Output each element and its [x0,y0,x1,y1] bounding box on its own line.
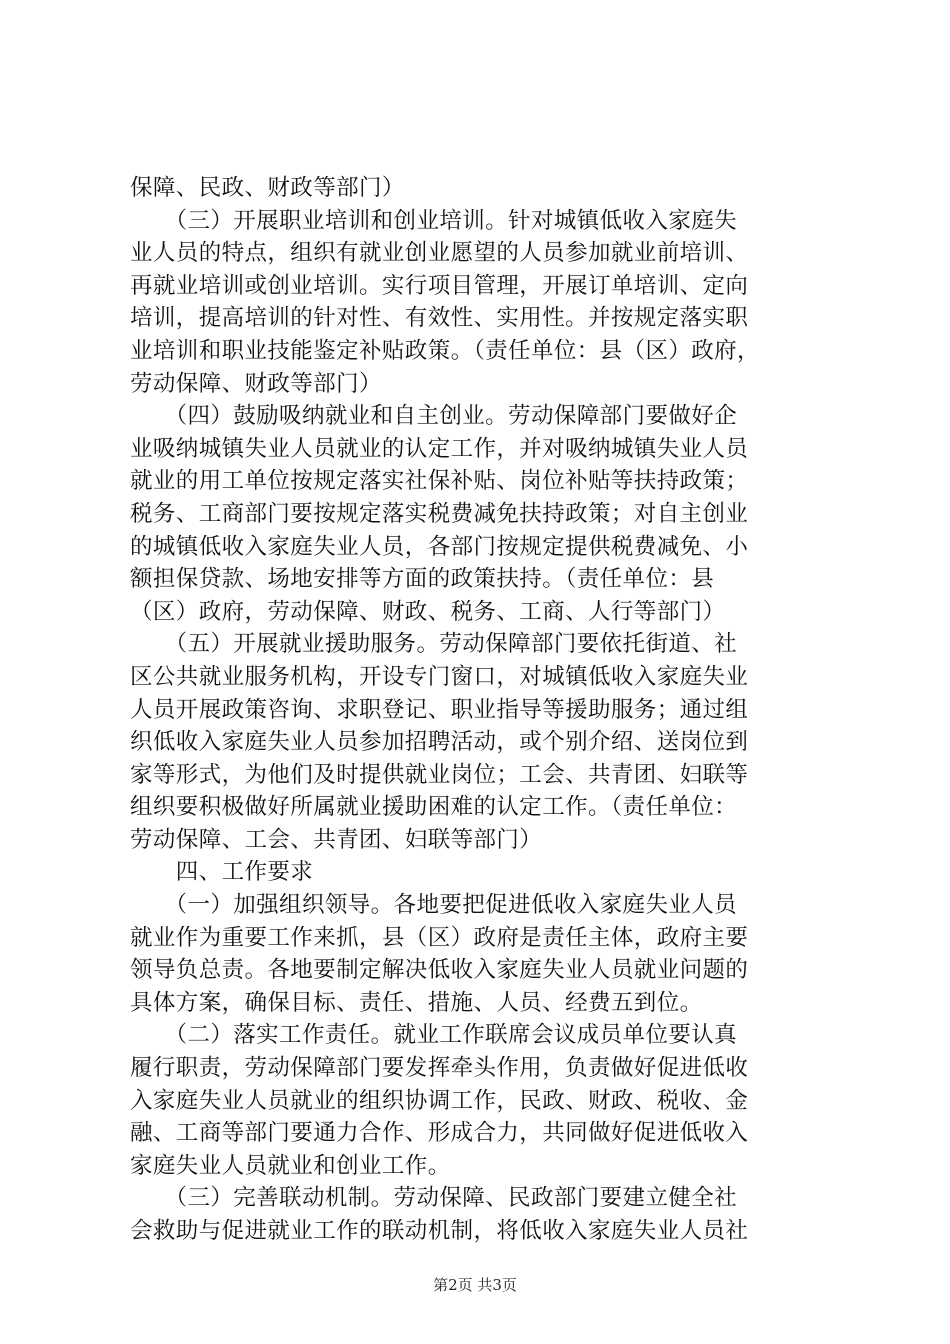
text-line: 业人员的特点，组织有就业创业愿望的人员参加就业前培训、 [130,240,749,267]
text-line: 劳动保障、工会、共青团、妇联等部门） [130,826,543,853]
text-line: 的城镇低收入家庭失业人员，各部门按规定提供税费减免、小 [130,533,749,560]
text-line: 履行职责，劳动保障部门要发挥牵头作用，负责做好促进低收 [130,1055,749,1082]
text-line: 劳动保障、财政等部门） [130,370,382,397]
text-line: 保障、民政、财政等部门） [130,175,405,201]
text-line: 组织要积极做好所属就业援助困难的认定工作。（责任单位： [130,794,738,821]
text-line: （三）开展职业培训和创业培训。针对城镇低收入家庭失 [130,207,738,234]
page-number-footer: 第2页 共3页 [433,1276,517,1294]
text-line: 业吸纳城镇失业人员就业的认定工作，并对吸纳城镇失业人员 [130,435,749,462]
text-line: 税务、工商部门要按规定落实税费减免扶持政策；对自主创业 [130,500,749,527]
text-line: 就业作为重要工作来抓，县（区）政府是责任主体，政府主要 [130,924,749,951]
text-line: 就业的用工单位按规定落实社保补贴、岗位补贴等扶持政策； [130,468,749,495]
text-line: 领导负总责。各地要制定解决低收入家庭失业人员就业问题的 [130,957,749,984]
text-line: 再就业培训或创业培训。实行项目管理，开展订单培训、定向 [130,272,749,299]
text-line: （五）开展就业援助服务。劳动保障部门要依托街道、社 [130,631,738,658]
text-line: （三）完善联动机制。劳动保障、民政部门要建立健全社 [130,1185,738,1212]
text-line: 家等形式，为他们及时提供就业岗位；工会、共青团、妇联等 [130,761,749,788]
text-line: （四）鼓励吸纳就业和自主创业。劳动保障部门要做好企 [130,403,738,430]
text-line: （区）政府，劳动保障、财政、税务、工商、人行等部门） [130,598,726,625]
text-line: 培训，提高培训的针对性、有效性、实用性。并按规定落实职 [130,305,749,332]
text-line: （一）加强组织领导。各地要把促进低收入家庭失业人员 [130,892,738,919]
section-heading: 四、工作要求 [130,859,314,886]
text-line: 具体方案，确保目标、责任、措施、人员、经费五到位。 [130,989,703,1016]
text-line: （二）落实工作责任。就业工作联席会议成员单位要认真 [130,1022,738,1049]
text-line: 额担保贷款、场地安排等方面的政策扶持。（责任单位：县 [130,566,715,593]
text-line: 融、工商等部门要通力合作、形成合力，共同做好促进低收入 [130,1120,749,1147]
text-line: 区公共就业服务机构，开设专门窗口，对城镇低收入家庭失业 [130,663,749,690]
text-line: 织低收入家庭失业人员参加招聘活动，或个别介绍、送岗位到 [130,729,749,756]
text-line: 业培训和职业技能鉴定补贴政策。（责任单位：县（区）政府， [130,337,760,364]
text-line: 家庭失业人员就业和创业工作。 [130,1152,451,1179]
text-line: 会救助与促进就业工作的联动机制，将低收入家庭失业人员社 [130,1218,749,1244]
text-line: 人员开展政策咨询、求职登记、职业指导等援助服务；通过组 [130,696,749,723]
document-body [130,172,830,1248]
text-line: 入家庭失业人员就业的组织协调工作，民政、财政、税收、金 [130,1087,749,1114]
